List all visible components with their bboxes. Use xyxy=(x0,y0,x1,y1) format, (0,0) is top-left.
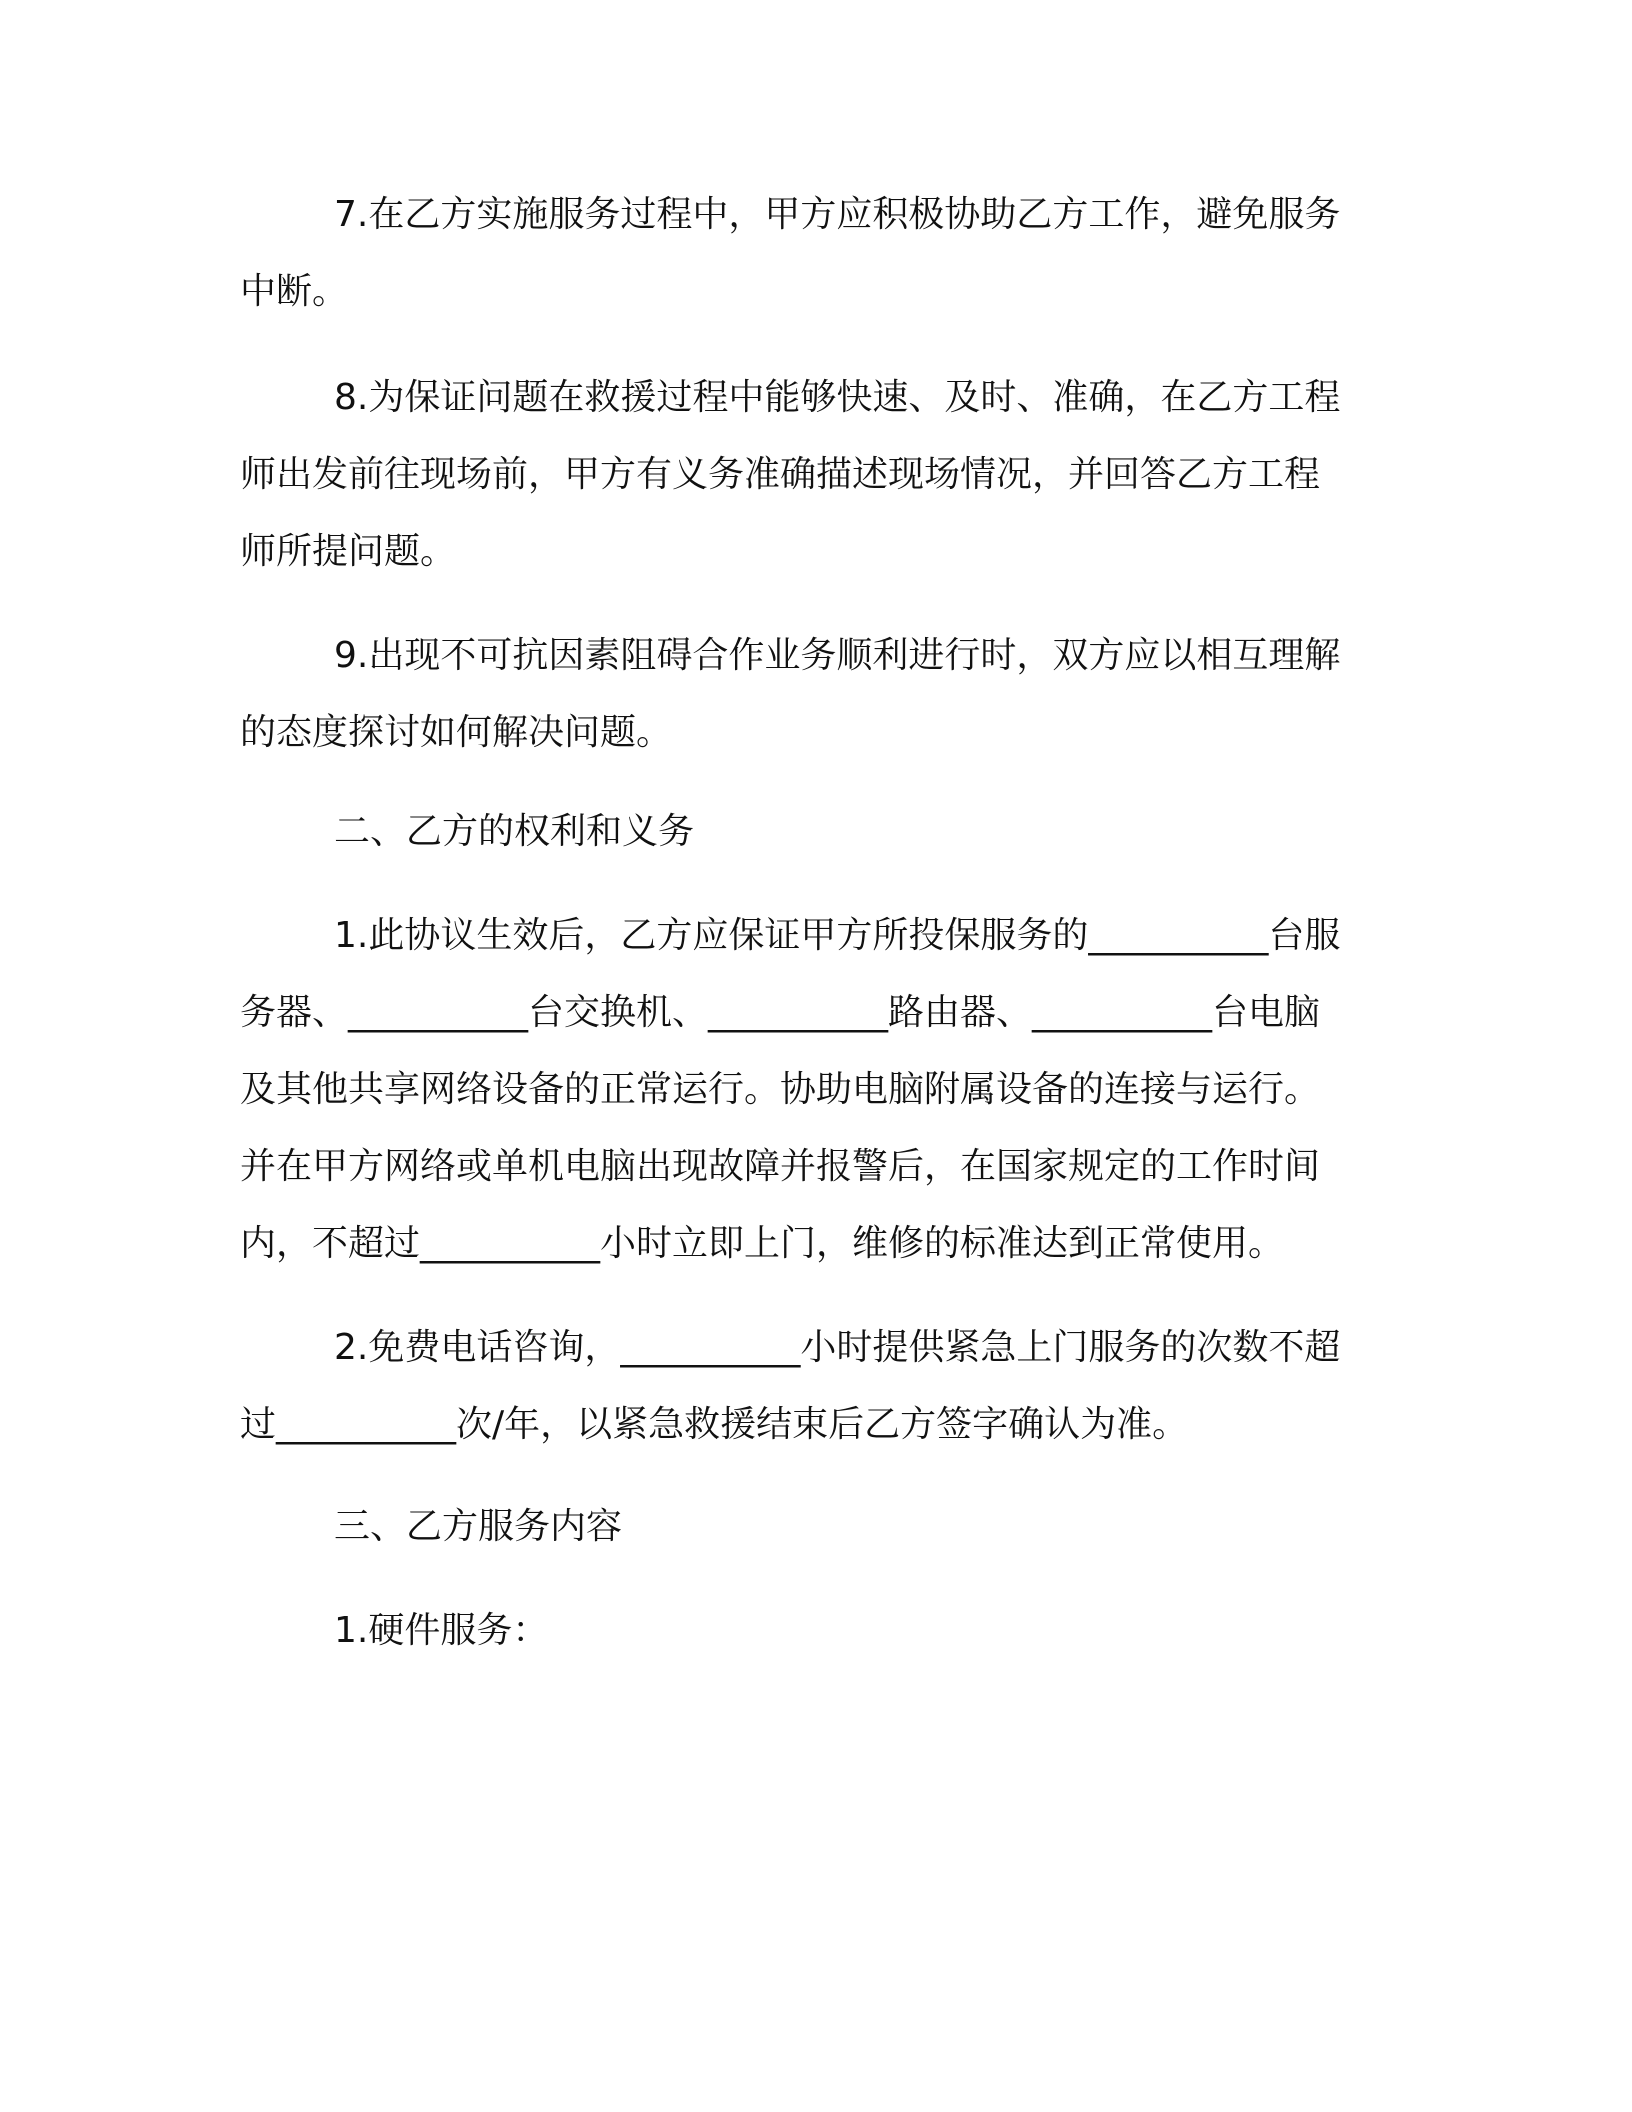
text-line: 9.出现不可抗因素阻碍合作业务顺利进行时，双方应以相互理解 xyxy=(334,635,1341,676)
text-line: 8.为保证问题在救援过程中能够快速、及时、准确，在乙方工程 xyxy=(334,377,1341,418)
text-line: 内，不超过__________小时立即上门，维修的标准达到正常使用。 xyxy=(240,1223,1285,1264)
text-line: 务器、__________台交换机、__________路由器、__________台电脑 xyxy=(240,992,1321,1033)
paragraph-item-7 xyxy=(240,176,1400,330)
text-line: 师所提问题。 xyxy=(240,531,457,572)
heading-text: 二、乙方的权利和义务 xyxy=(334,811,695,852)
paragraph-item-8 xyxy=(240,359,1400,590)
text-line: 过__________次/年，以紧急救援结束后乙方签字确认为准。 xyxy=(240,1404,1189,1445)
section-heading-2 xyxy=(240,793,1400,870)
paragraph-clause-3-1 xyxy=(240,1592,1400,1669)
paragraph-clause-2-2 xyxy=(240,1309,1400,1463)
paragraph-item-9 xyxy=(240,617,1400,771)
heading-text: 三、乙方服务内容 xyxy=(334,1506,623,1547)
text-line: 7.在乙方实施服务过程中，甲方应积极协助乙方工作，避免服务 xyxy=(334,194,1341,235)
section-heading-3 xyxy=(240,1488,1400,1565)
text-line: 2.免费电话咨询，__________小时提供紧急上门服务的次数不超 xyxy=(334,1327,1341,1368)
text-line: 1.此协议生效后，乙方应保证甲方所投保服务的__________台服 xyxy=(334,915,1341,956)
text-line: 的态度探讨如何解决问题。 xyxy=(240,712,673,753)
text-line: 1.硬件服务： xyxy=(334,1610,549,1651)
paragraph-clause-2-1 xyxy=(240,897,1400,1282)
text-line: 并在甲方网络或单机电脑出现故障并报警后，在国家规定的工作时间 xyxy=(240,1146,1321,1187)
text-line: 中断。 xyxy=(240,271,349,312)
text-line: 及其他共享网络设备的正常运行。协助电脑附属设备的连接与运行。 xyxy=(240,1069,1321,1110)
text-line: 师出发前往现场前，甲方有义务准确描述现场情况，并回答乙方工程 xyxy=(240,454,1321,495)
